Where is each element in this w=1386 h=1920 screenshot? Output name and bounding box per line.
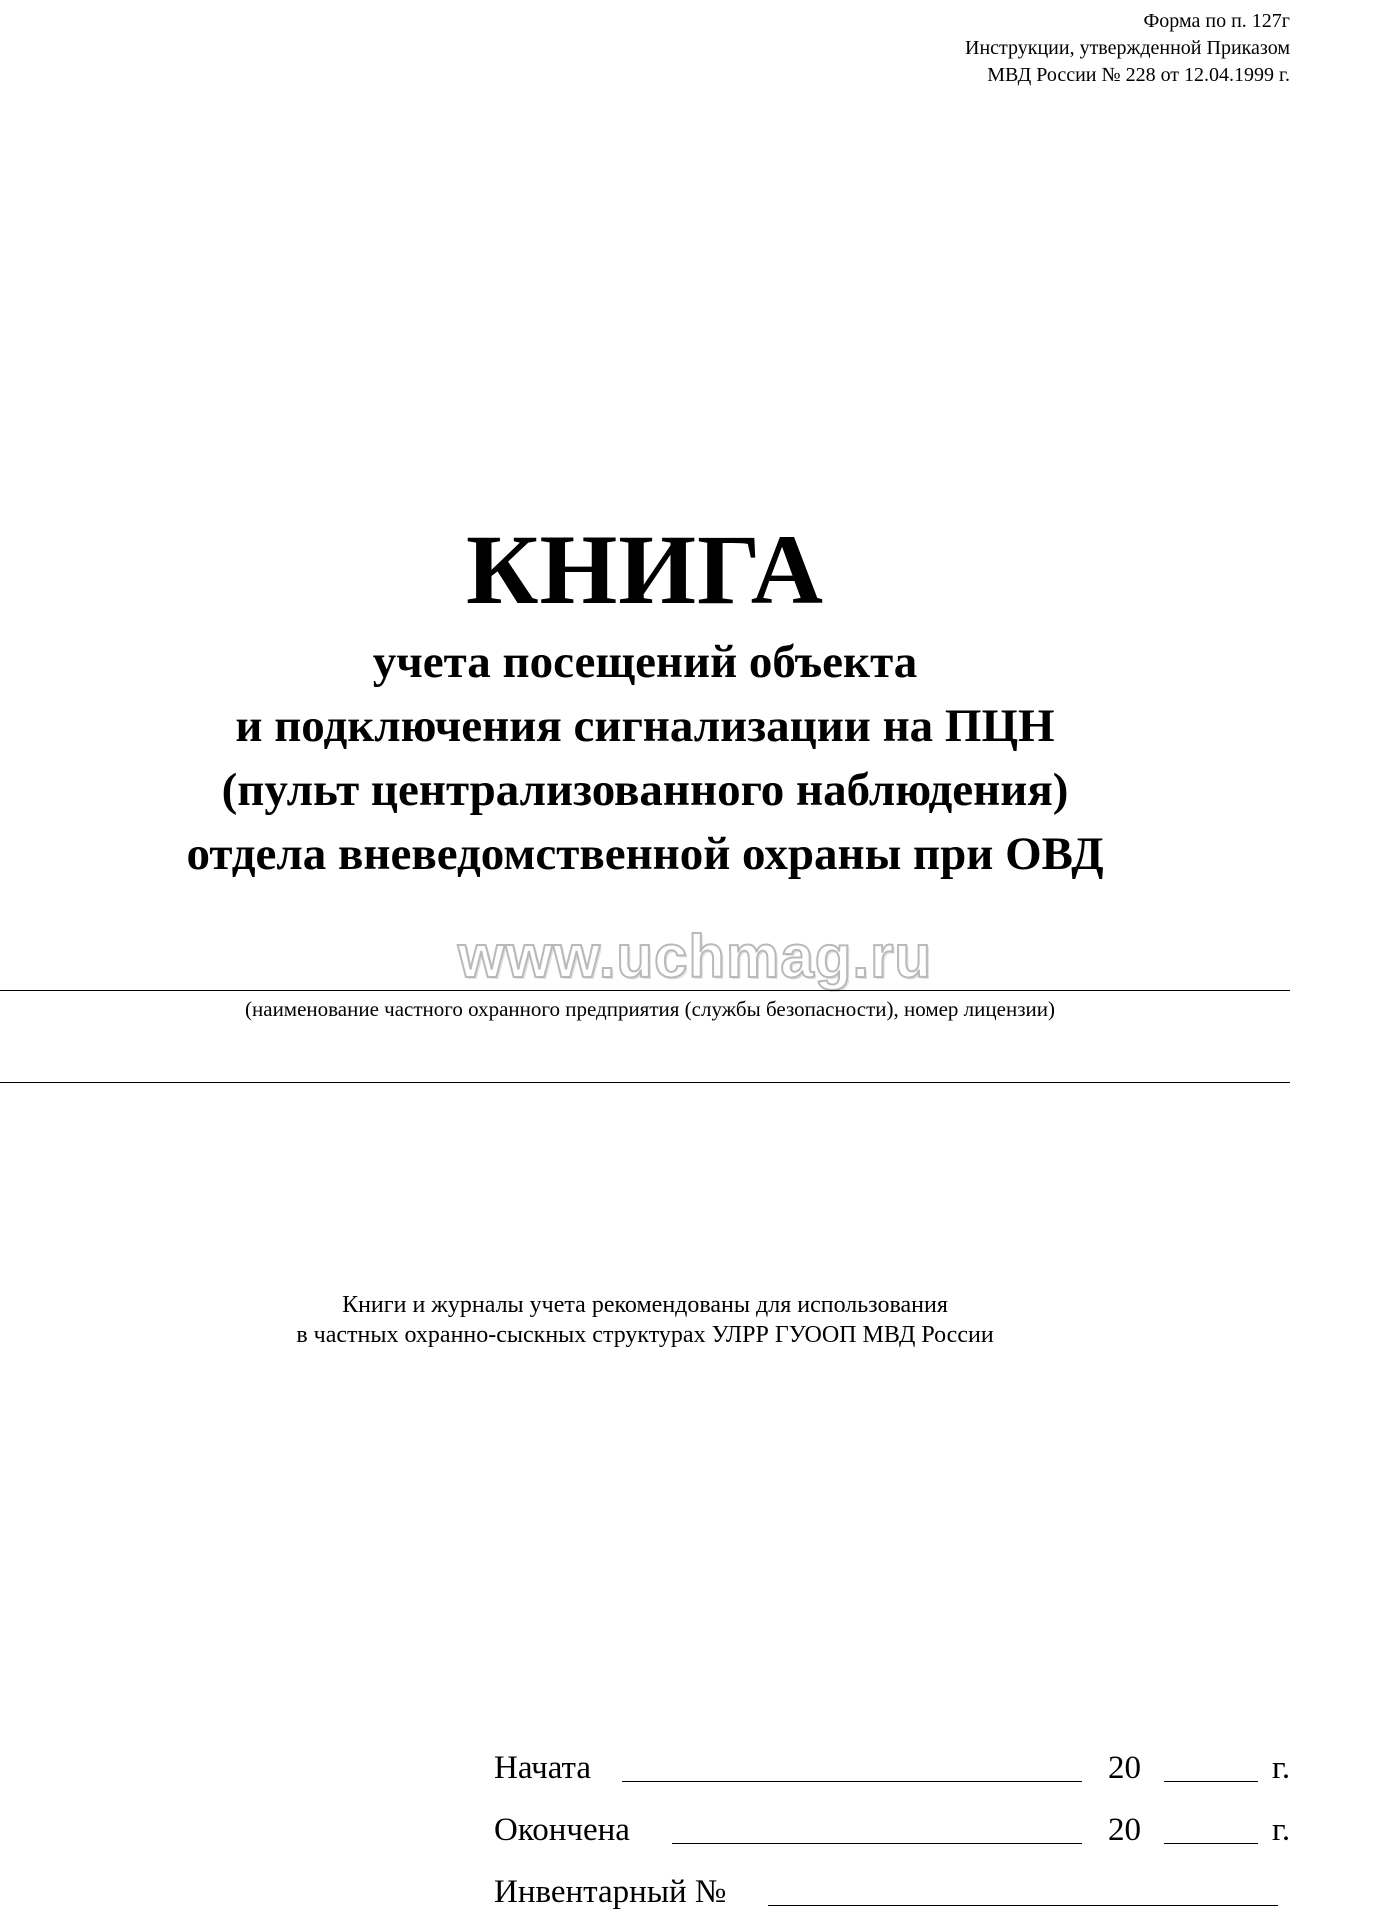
form-reference-line-3: МВД России № 228 от 12.04.1999 г. bbox=[987, 64, 1290, 86]
blank-line bbox=[0, 1082, 1290, 1083]
subtitle-line-3: (пульт централизованного наблюдения) bbox=[221, 764, 1069, 816]
form-reference bbox=[965, 8, 1290, 89]
started-date-blank bbox=[622, 1781, 1082, 1782]
recommendation-line-2: в частных охранно-сыскных структурах УЛРР ГУООП МВД России bbox=[296, 1322, 994, 1348]
form-reference-line-2: Инструкции, утвержденной Приказом bbox=[965, 37, 1290, 59]
ended-field bbox=[494, 1810, 1300, 1850]
subtitle-line-4: отдела вневедомственной охраны при ОВД bbox=[186, 828, 1104, 880]
ended-label: Окончена bbox=[494, 1812, 630, 1848]
watermark: www.uchmag.ru bbox=[457, 923, 933, 990]
ended-year-suffix: г. bbox=[1272, 1812, 1291, 1848]
recommendation-note bbox=[0, 1290, 1290, 1350]
ended-year-blank bbox=[1164, 1843, 1258, 1844]
started-year-prefix: 20 bbox=[1108, 1750, 1141, 1786]
started-year-suffix: г. bbox=[1272, 1750, 1291, 1786]
document-title: КНИГА bbox=[465, 514, 825, 625]
subtitle-line-1: учета посещений объекта bbox=[372, 636, 918, 688]
organization-name-line bbox=[0, 990, 1290, 991]
ended-year-prefix: 20 bbox=[1108, 1812, 1141, 1848]
inventory-field bbox=[494, 1872, 1300, 1912]
ended-date-blank bbox=[672, 1843, 1082, 1844]
inventory-number-blank bbox=[768, 1905, 1278, 1906]
recommendation-line-1: Книги и журналы учета рекомендованы для использования bbox=[342, 1292, 948, 1318]
started-field bbox=[494, 1748, 1300, 1788]
started-label: Начата bbox=[494, 1750, 592, 1786]
inventory-label: Инвентарный № bbox=[494, 1874, 727, 1910]
started-year-blank bbox=[1164, 1781, 1258, 1782]
form-reference-line-1: Форма по п. 127г bbox=[1143, 10, 1290, 32]
organization-name-caption: (наименование частного охранного предприятия (службы безопасности), номер лицензии) bbox=[245, 997, 1055, 1021]
document-subtitle bbox=[0, 630, 1290, 886]
subtitle-line-2: и подключения сигнализации на ПЦН bbox=[235, 700, 1055, 752]
